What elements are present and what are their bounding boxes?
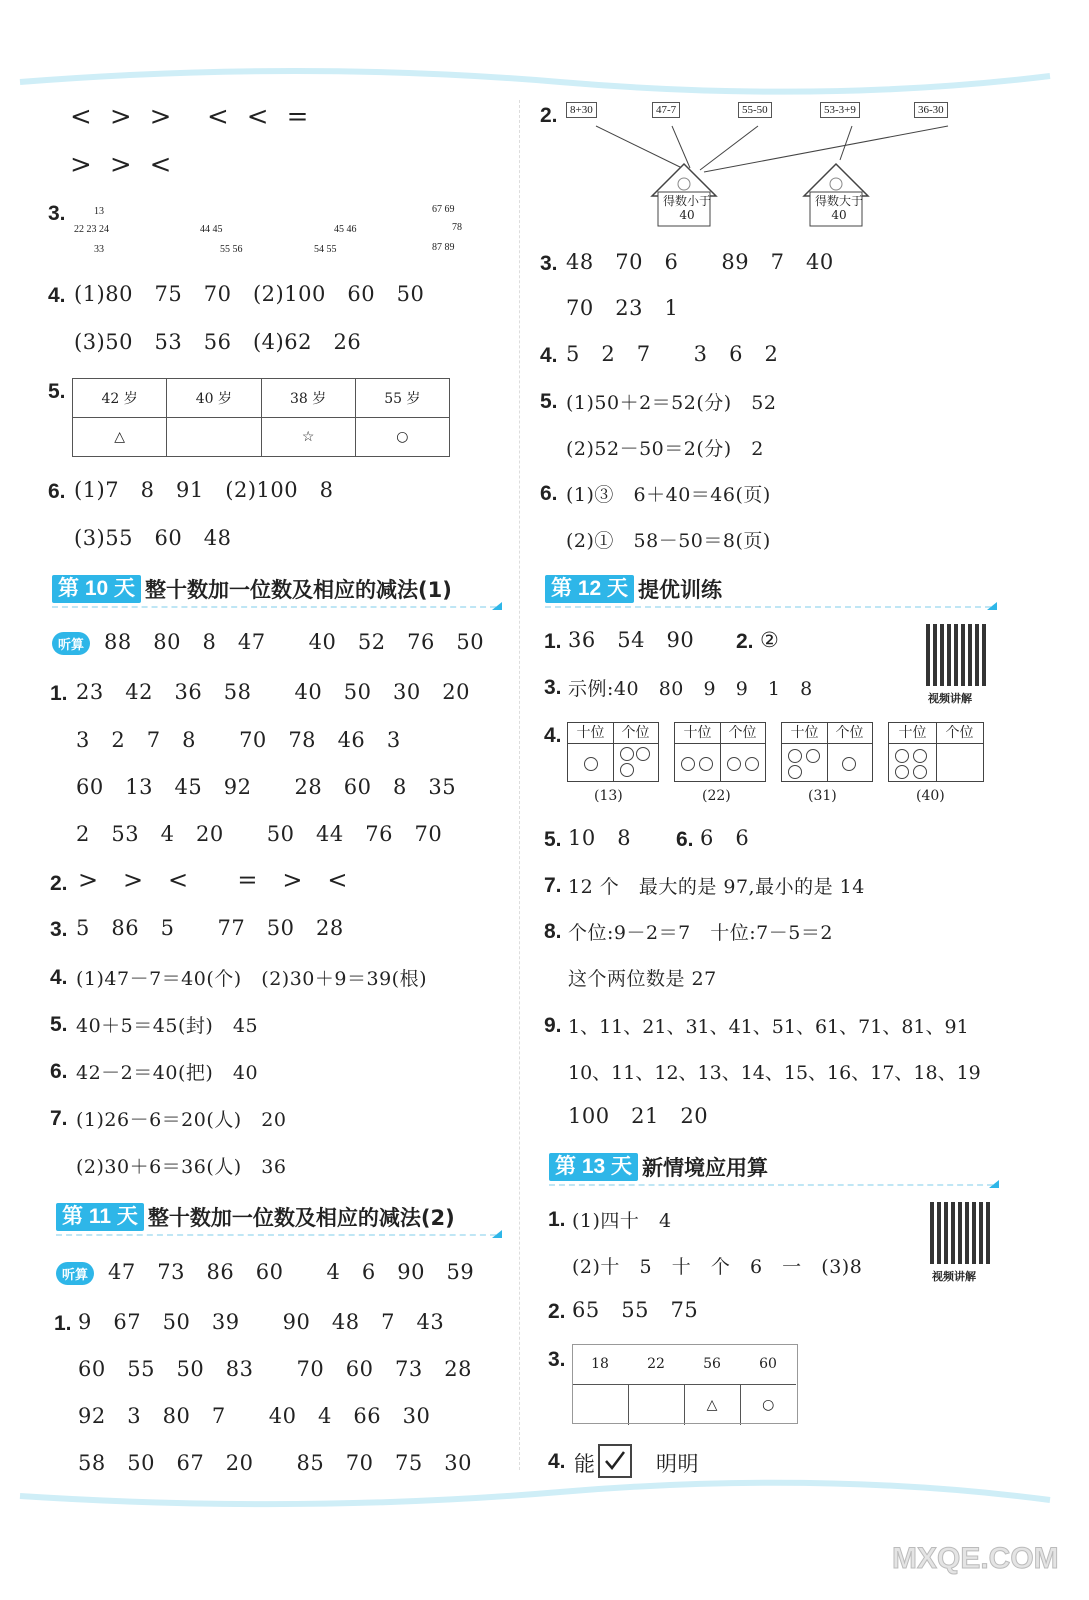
listen-badge [52,632,90,655]
house-diagram [560,118,980,233]
mark-cell: ☆ [261,418,355,457]
listen-pill: 听算 [52,632,90,655]
d10-q3-line: 5 86 5 77 50 28 [76,916,344,940]
q6-line-1: (1)7 8 91 (2)100 8 [74,478,334,502]
top-wave [0,60,1089,100]
grid-text: 45 46 [334,224,357,235]
d12-q5-number: 5. [544,828,562,851]
pv-caption: (40) [916,788,945,804]
day11-header [56,1202,496,1232]
grid-text: 44 45 [200,224,223,235]
d11-q1-number: 1. [54,1312,72,1335]
expression-card: 53-3+9 [820,102,860,118]
qr-label: 视频讲解 [932,1270,976,1283]
d10-q4-line: (1)47－7＝40(个) (2)30＋9＝39(根) [76,968,427,990]
q3-number: 3. [48,202,66,225]
day-badge: 第 12 天 [545,575,634,603]
grid-text: 33 [94,244,104,255]
check-icon [600,1446,630,1476]
d12-q2-line: ② [760,628,780,652]
r-q3-line-2: 70 23 1 [566,296,679,320]
mark-cell: ○ [355,418,449,457]
r-q6-number: 6. [540,482,558,505]
d12-q7-number: 7. [544,874,562,897]
qr-label: 视频讲解 [928,692,972,705]
d12-q9-line-3: 100 21 20 [568,1104,709,1128]
grid-text: 87 89 [432,242,455,253]
r-q3-line-1: 48 70 6 89 7 40 [566,250,834,274]
q3-block [48,200,508,260]
pv-head: 十位 [790,725,819,741]
r-q6-line-2: (2)① 58－50＝8(页) [566,530,771,552]
d12-q8-line-2: 这个两位数是 27 [568,968,717,990]
day10-header [52,574,496,604]
num-cell: 18 [591,1356,609,1372]
d10-q5-line: 40＋5＝45(封) 45 [76,1015,259,1037]
r-q6-line-1: (1)③ 6＋40＝46(页) [566,484,771,506]
d12-q1-line: 36 54 90 [568,628,695,652]
age-cell: 55 岁 [355,379,449,418]
d10-q7-line: (1)26－6＝20(人) 20 [76,1109,287,1131]
listen-pill: 听算 [56,1262,94,1285]
qr-code-icon[interactable] [926,624,988,686]
d10-q1-line: 60 13 45 92 28 60 8 35 [76,775,457,799]
grid-text: 78 [452,222,462,233]
d12-q6-number: 6. [676,828,694,851]
pv-caption: (22) [702,788,731,804]
place-value-box [567,722,659,782]
d12-q4-number: 4. [544,724,562,747]
expression-card: 36-30 [914,102,948,118]
qr-code-icon[interactable] [930,1202,992,1264]
expression-card: 55-50 [738,102,772,118]
d12-q7-line: 12 个 最大的是 97,最小的是 14 [568,876,865,898]
grid-text: 22 23 24 [74,224,109,235]
watermark: MXQE.COM [892,1542,1059,1575]
pv-head: 十位 [898,725,927,741]
listen-badge [56,1262,94,1285]
r-q2-number: 2. [540,104,558,127]
d12-q9-line-2: 10、11、12、13、14、15、16、17、18、19 [568,1062,981,1084]
grid-text: 54 55 [314,244,337,255]
expression-card: 47-7 [652,102,680,118]
pv-head: 个位 [945,725,974,741]
pv-head: 十位 [683,725,712,741]
r-q5-number: 5. [540,390,558,413]
age-cell: 42 岁 [73,379,167,418]
grid-text: 55 56 [220,244,243,255]
bottom-wave [0,1478,1089,1518]
expression-card: 8+30 [566,102,597,118]
place-value-box [781,722,873,782]
d10-q7-line: (2)30＋6＝36(人) 36 [76,1156,287,1178]
q5-number: 5. [48,380,66,403]
listen10-line: 88 80 8 47 40 52 76 50 [104,630,485,654]
d13-q1-number: 1. [548,1208,566,1231]
r-q5-line-1: (1)50＋2＝52(分) 52 [566,392,777,414]
d11-q1-line: 92 3 80 7 40 4 66 30 [78,1404,431,1428]
r-q4-number: 4. [540,344,558,367]
mark-cell: △ [73,418,167,457]
d12-q8-line-1: 个位:9－2＝7 十位:7－5＝2 [568,922,833,944]
q4-line-1: (1)80 75 70 (2)100 60 50 [74,282,425,306]
d11-q1-line: 9 67 50 39 90 48 7 43 [78,1310,445,1334]
day-badge: 第 11 天 [56,1203,144,1231]
pv-head: 十位 [576,725,605,741]
q6-line-2: (3)55 60 48 [74,526,232,550]
age-cell: 40 岁 [167,379,261,418]
mark-cell: ○ [740,1385,796,1426]
d12-q1-number: 1. [544,630,562,653]
d10-q3-number: 3. [50,918,68,941]
grid-text: 67 69 [432,204,455,215]
d13-q1-line-1: (1)四十 4 [572,1210,672,1232]
day12-header [545,574,991,604]
d13-q4-name: 明明 [656,1452,699,1476]
column-divider [519,100,520,1470]
d10-q4-number: 4. [50,966,68,989]
grid-text: 13 [94,206,104,217]
r-q4-line: 5 2 7 3 6 2 [566,342,779,366]
num-cell: 60 [759,1356,777,1372]
num-cell: 22 [647,1356,665,1372]
d10-q1-line: 2 53 4 20 50 44 76 70 [76,822,443,846]
d12-q3-line: 示例:40 80 9 9 1 8 [568,678,813,700]
d10-q6-line: 42－2＝40(把) 40 [76,1062,259,1084]
q4-line-2: (3)50 53 56 (4)62 26 [74,330,362,354]
d10-q1-line: 23 42 36 58 40 50 30 20 [76,680,470,704]
d12-q8-number: 8. [544,920,562,943]
d13-q3-number: 3. [548,1348,566,1371]
d12-q2-number: 2. [736,630,754,653]
pv-caption: (31) [808,788,837,804]
num-cell: 56 [703,1356,721,1372]
compare-row-1: < > > < < = [70,102,309,132]
day-badge: 第 13 天 [549,1153,638,1181]
listen11-line: 47 73 86 60 4 6 90 59 [108,1260,475,1284]
q4-number: 4. [48,284,66,307]
pv-head: 个位 [621,725,650,741]
d12-q9-number: 9. [544,1014,562,1037]
d10-q7-number: 7. [50,1107,68,1130]
house-1-label: 得数小于40 [662,194,711,222]
q6-number: 6. [48,480,66,503]
d11-q1-line: 58 50 67 20 85 70 75 30 [78,1451,472,1475]
section-title: 提优训练 [638,578,723,602]
place-value-box [888,722,984,782]
d10-q2-line: > > < = > < [78,866,348,894]
d10-q1-number: 1. [50,682,68,705]
age-table [72,378,450,457]
pv-head: 个位 [835,725,864,741]
d13-q2-number: 2. [548,1300,566,1323]
day-badge: 第 10 天 [52,575,141,603]
d10-q2-number: 2. [50,872,68,895]
d10-q5-number: 5. [50,1013,68,1036]
mark-cell [167,418,261,457]
d13-q4-number: 4. [548,1450,566,1473]
d13-q1-line-2: (2)十 5 十 个 6 一 (3)8 [572,1256,863,1278]
d12-q9-line-1: 1、11、21、31、41、51、61、71、81、91 [568,1016,969,1038]
d12-q3-number: 3. [544,676,562,699]
r-q3-number: 3. [540,252,558,275]
pv-head: 个位 [728,725,757,741]
day13-header [549,1152,993,1182]
section-title: 整十数加一位数及相应的减法(2) [147,1206,455,1230]
r-q5-line-2: (2)52－50＝2(分) 2 [566,438,764,460]
place-value-box [674,722,766,782]
d10-q1-line: 3 2 7 8 70 78 46 3 [76,728,401,752]
d12-q5-line: 10 8 [568,826,632,850]
house-2-label: 得数大于40 [814,194,863,222]
d12-q6-line: 6 6 [700,826,750,850]
d11-q1-line: 60 55 50 83 70 60 73 28 [78,1357,472,1381]
d10-q6-number: 6. [50,1060,68,1083]
age-cell: 38 岁 [261,379,355,418]
section-title: 新情境应用算 [642,1156,769,1180]
pv-caption: (13) [594,788,623,804]
check-box[interactable] [598,1444,632,1478]
d13-q2-line: 65 55 75 [572,1298,699,1322]
compare-row-2: > > < [70,150,172,180]
mark-table-border [572,1344,798,1424]
mark-cell: △ [684,1385,740,1426]
section-title: 整十数加一位数及相应的减法(1) [145,578,452,602]
d13-q4-answer: 能 [574,1452,596,1476]
